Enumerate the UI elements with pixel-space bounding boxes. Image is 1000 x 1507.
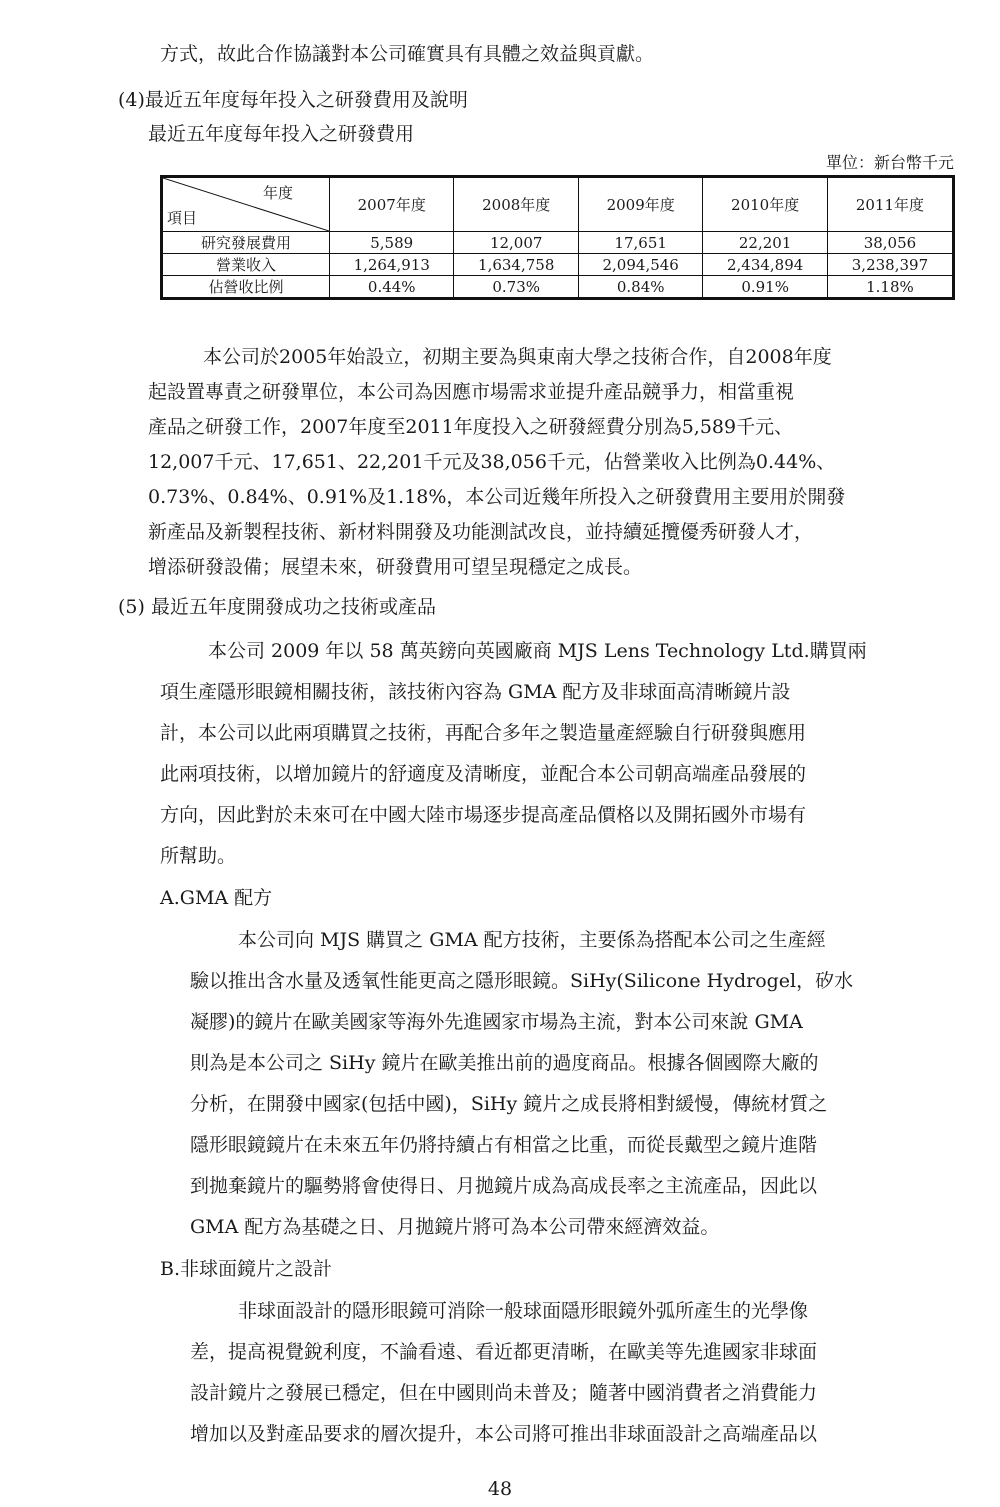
- row-label: 研究發展費用: [162, 232, 330, 254]
- year-header: 2010年度: [703, 177, 827, 232]
- paragraph-line: 計，本公司以此兩項購買之技術，再配合多年之製造量產經驗自行研發與應用: [160, 722, 807, 744]
- table-cell: 1,264,913: [330, 254, 454, 276]
- paragraph-line: 產品之研發工作，2007年度至2011年度投入之研發經費分別為5,589千元、: [148, 416, 794, 438]
- page-number: 48: [487, 1478, 513, 1500]
- paragraph-line: 到拋棄鏡片的驅勢將會使得日、月拋鏡片成為高成長率之主流產品，因此以: [190, 1175, 818, 1197]
- paragraph-line: 此兩項技術，以增加鏡片的舒適度及清晰度，並配合本公司朝高端產品發展的: [160, 763, 807, 785]
- table-header-row: [162, 177, 954, 232]
- paragraph-line: 方向，因此對於未來可在中國大陸市場逐步提高產品價格以及開拓國外市場有: [160, 804, 807, 826]
- paragraph-line: 0.73%、0.84%、0.91%及1.18%，本公司近幾年所投入之研發費用主要用於開發: [148, 486, 846, 508]
- sub-b-heading: B.非球面鏡片之設計: [160, 1258, 333, 1280]
- table-cell: 5,589: [330, 232, 454, 254]
- table-cell: 17,651: [578, 232, 702, 254]
- table-cell: 1.18%: [827, 276, 953, 299]
- year-header: 2007年度: [330, 177, 454, 232]
- corner-year-label: 年度: [262, 184, 293, 202]
- paragraph-line: 本公司於2005年始設立，初期主要為與東南大學之技術合作，自2008年度: [203, 346, 832, 368]
- table-cell: 0.73%: [454, 276, 578, 299]
- section-5-heading: (5) 最近五年度開發成功之技術或產品: [118, 596, 436, 618]
- sub-a-heading: A.GMA 配方: [160, 887, 273, 909]
- paragraph-line: 驗以推出含水量及透氧性能更高之隱形眼鏡。SiHy(Silicone Hydrogel，矽水: [190, 970, 854, 992]
- paragraph-line: 所幫助。: [160, 845, 237, 867]
- paragraph-line: 起設置專責之研發單位，本公司為因應市場需求並提升產品競爭力，相當重視: [148, 381, 795, 403]
- paragraph-line: GMA 配方為基礎之日、月拋鏡片將可為本公司帶來經濟效益。: [190, 1216, 720, 1238]
- rd-table-title: 最近五年度每年投入之研發費用: [148, 123, 415, 145]
- table-cell: 0.84%: [578, 276, 702, 299]
- table-cell: 0.44%: [330, 276, 454, 299]
- year-header: 2009年度: [578, 177, 702, 232]
- paragraph-line: 差，提高視覺銳利度，不論看遠、看近都更清晰，在歐美等先進國家非球面: [190, 1341, 818, 1363]
- paragraph-line: 增添研發設備；展望未來，研發費用可望呈現穩定之成長。: [148, 556, 643, 578]
- table-corner-cell: [162, 177, 330, 232]
- paragraph-line: 則為是本公司之 SiHy 鏡片在歐美推出前的過度商品。根據各個國際大廠的: [190, 1052, 819, 1074]
- table-row: [162, 254, 954, 276]
- paragraph-line: 增加以及對產品要求的層次提升，本公司將可推出非球面設計之高端產品以: [190, 1423, 818, 1445]
- continuation-line: 方式，故此合作協議對本公司確實具有具體之效益與貢獻。: [160, 43, 655, 65]
- unit-label: 單位：新台幣千元: [825, 153, 954, 172]
- paragraph-line: 設計鏡片之發展已穩定，但在中國則尚未普及；隨著中國消費者之消費能力: [190, 1382, 818, 1404]
- paragraph-line: 隱形眼鏡鏡片在未來五年仍將持續占有相當之比重，而從長戴型之鏡片進階: [190, 1134, 818, 1156]
- table-row: [162, 276, 954, 299]
- paragraph-line: 非球面設計的隱形眼鏡可消除一般球面隱形眼鏡外弧所產生的光學像: [238, 1300, 809, 1322]
- section-4-heading: (4)最近五年度每年投入之研發費用及說明: [118, 89, 468, 111]
- table-cell: 2,094,546: [578, 254, 702, 276]
- paragraph-line: 本公司 2009 年以 58 萬英鎊向英國廠商 MJS Lens Technology Ltd.購買兩: [208, 640, 867, 662]
- table-cell: 12,007: [454, 232, 578, 254]
- paragraph-line: 新產品及新製程技術、新材料開發及功能測試改良，並持續延攬優秀研發人才，: [148, 521, 814, 543]
- table-cell: 2,434,894: [703, 254, 827, 276]
- table-cell: 1,634,758: [454, 254, 578, 276]
- table-cell: 22,201: [703, 232, 827, 254]
- rd-expense-table: [160, 175, 955, 300]
- table-cell: 38,056: [827, 232, 953, 254]
- paragraph-line: 本公司向 MJS 購買之 GMA 配方技術，主要係為搭配本公司之生產經: [238, 929, 826, 951]
- paragraph-line: 項生產隱形眼鏡相關技術，該技術內容為 GMA 配方及非球面高清晰鏡片設: [160, 681, 791, 703]
- year-header: 2008年度: [454, 177, 578, 232]
- table-row: [162, 232, 954, 254]
- paragraph-line: 凝膠)的鏡片在歐美國家等海外先進國家市場為主流，對本公司來說 GMA: [190, 1011, 803, 1033]
- year-header: 2011年度: [827, 177, 953, 232]
- corner-item-label: 項目: [167, 209, 198, 227]
- table-cell: 3,238,397: [827, 254, 953, 276]
- paragraph-line: 12,007千元、17,651、22,201千元及38,056千元，佔營業收入比例為0.44%、: [148, 451, 836, 473]
- paragraph-line: 分析，在開發中國家(包括中國)，SiHy 鏡片之成長將相對緩慢，傳統材質之: [190, 1093, 828, 1115]
- row-label: 營業收入: [162, 254, 330, 276]
- table-cell: 0.91%: [703, 276, 827, 299]
- row-label: 佔營收比例: [162, 276, 330, 299]
